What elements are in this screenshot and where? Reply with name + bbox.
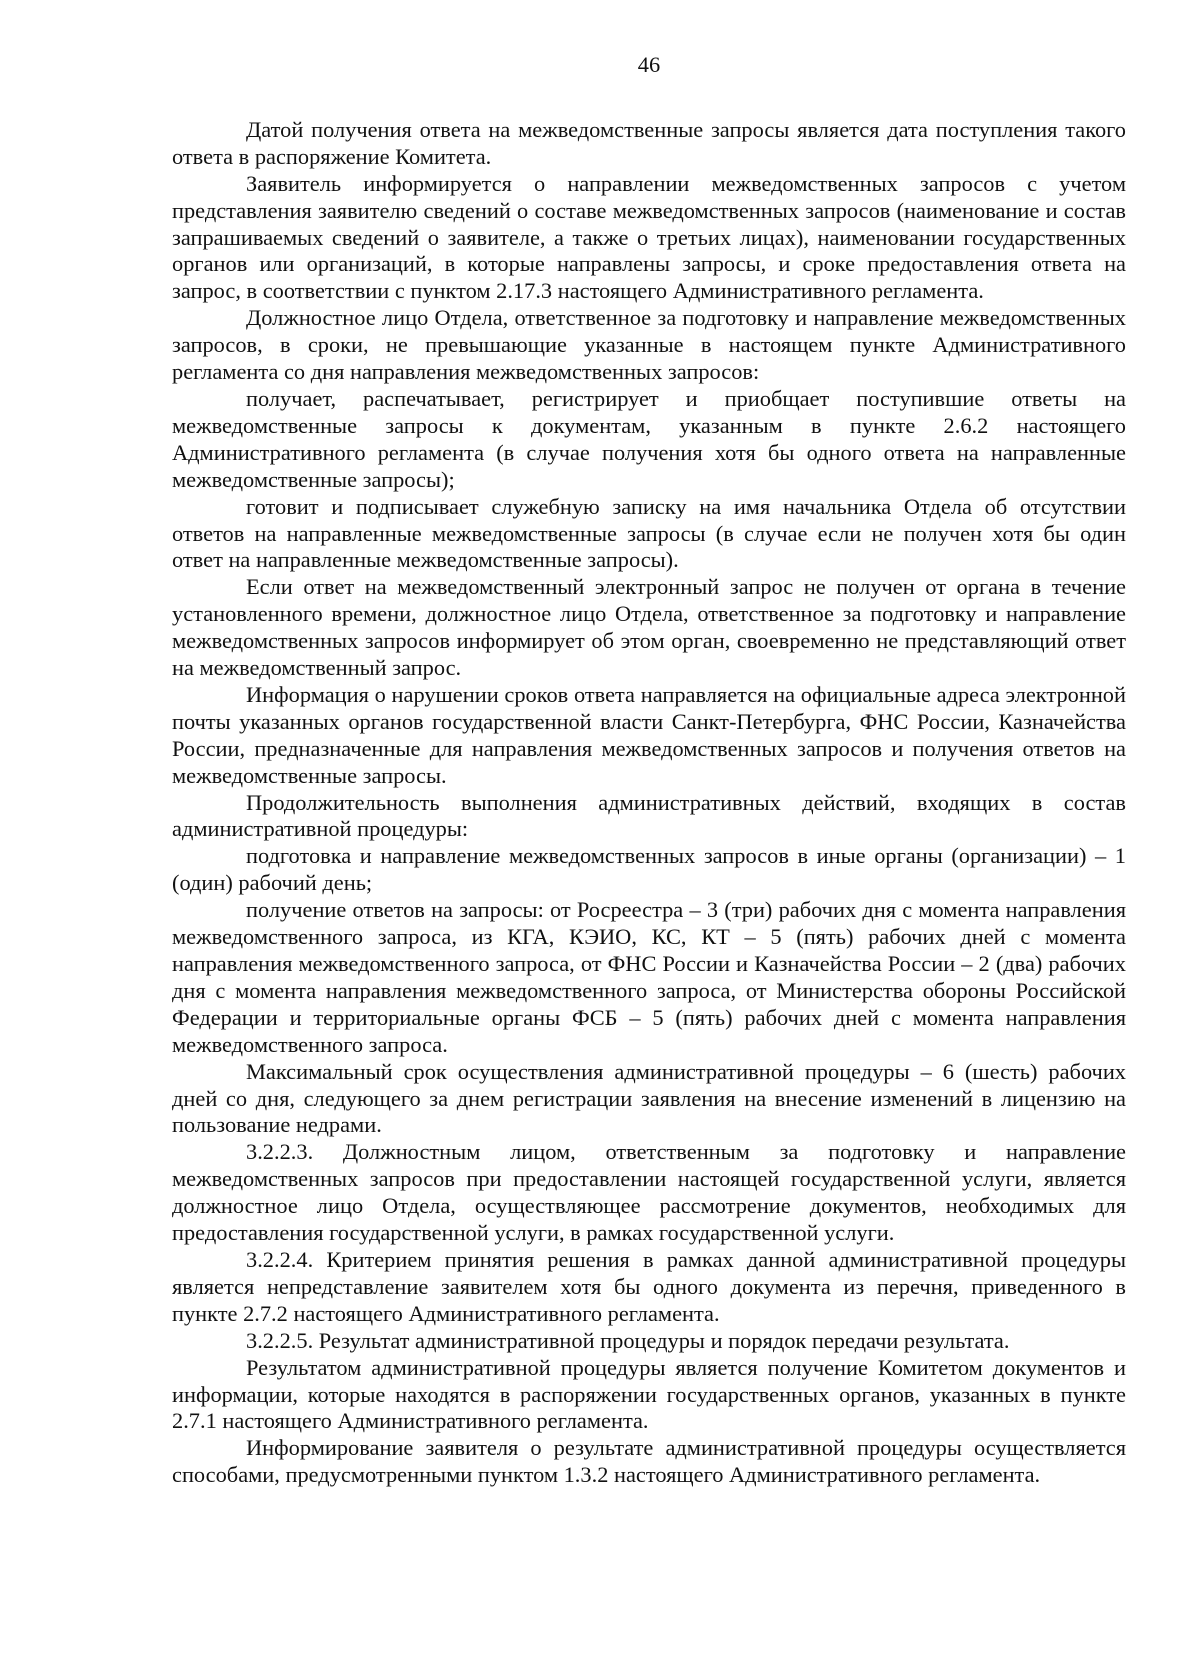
paragraph-max-term: Максимальный срок осуществления административной процедуры – 6 (шесть) рабочих дней со дня, следующего за днем регистрации заявления на внесение изменений в лицензию на пользование недрами. (172, 1058, 1126, 1138)
paragraph-procedure-result: Результатом административной процедуры является получение Комитетом документов и информации, которые находятся в распоряжении государственных органов, указанных в пункте 2.7.1 настоящего Административного регламента. (172, 1354, 1126, 1434)
paragraph-3-2-2-4: 3.2.2.4. Критерием принятия решения в рамках данной административной процедуры является непредставление заявителем хотя бы одного документа из перечня, приведенного в пункте 2.7.2 настоящего Административного регламента. (172, 1246, 1126, 1326)
paragraph-official-duties: Должностное лицо Отдела, ответственное за подготовку и направление межведомственных запросов, в сроки, не превышающие указанные в настоящем пункте Административного регламента со дня направления межведомственных запросов: (172, 305, 1126, 385)
paragraph-3-2-2-3: 3.2.2.3. Должностным лицом, ответственным за подготовку и направление межведомственных запросов при предоставлении настоящей государственной услуги, является должностное лицо Отдела, осуществляющее рассмотрение документов, необходимых для предоставления государственной услуги, в рамках государственной услуги. (172, 1139, 1126, 1246)
paragraph-response-date: Датой получения ответа на межведомственные запросы является дата поступления такого ответа в распоряжение Комитета. (172, 116, 1126, 169)
page-number: 46 (637, 52, 661, 77)
paragraph-3-2-2-5: 3.2.2.5. Результат административной процедуры и порядок передачи результата. (246, 1327, 1010, 1353)
paragraph-duration-responses: получение ответов на запросы: от Росреестра – 3 (три) рабочих дня с момента направления межведомственного запроса, из КГА, КЭИО, КС, КТ – 5 (пять) рабочих дней с момента направления межведомственного запроса, от ФНС России и Казначейства России – 2 (два) рабочих дня с момента направления межведомственного запроса, от Министерства обороны Российской Федерации и территориальные органы ФСБ – 5 (пять) рабочих дней с момента направления межведомственного запроса. (172, 897, 1126, 1057)
paragraph-duration-header: Продолжительность выполнения административных действий, входящих в состав административной процедуры: (172, 789, 1126, 842)
document-page (172, 52, 1126, 1489)
paragraph-informing-applicant: Информирование заявителя о результате административной процедуры осуществляется способами, предусмотренными пунктом 1.3.2 настоящего Административного регламента. (172, 1435, 1126, 1488)
paragraph-receives-responses: получает, распечатывает, регистрирует и приобщает поступившие ответы на межведомственные запросы к документам, указанным в пункте 2.6.2 настоящего Административного регламента (в случае получения хотя бы одного ответа на направленные межведомственные запросы); (172, 385, 1126, 492)
paragraph-prepares-memo: готовит и подписывает служебную записку на имя начальника Отдела об отсутствии ответов на направленные межведомственные запросы (в случае если не получен хотя бы один ответ на направленные межведомственные запросы). (172, 493, 1126, 573)
paragraph-duration-preparation: подготовка и направление межведомственных запросов в иные органы (организации) – 1 (один) рабочий день; (172, 843, 1126, 896)
paragraph-applicant-informed: Заявитель информируется о направлении межведомственных запросов с учетом представления заявителю сведений о составе межведомственных запросов (наименование и состав запрашиваемых сведений о заявителе, а также о третьих лицах), наименовании государственных органов или организаций, в которые направлены запросы, и сроке предоставления ответа на запрос, в соответствии с пунктом 2.17.3 настоящего Административного регламента. (172, 170, 1126, 304)
paragraph-violation-info: Информация о нарушении сроков ответа направляется на официальные адреса электронной почты указанных органов государственной власти Санкт-Петербурга, ФНС России, Казначейства России, предназначенные для направления межведомственных запросов и получения ответов на межведомственные запросы. (172, 681, 1126, 788)
paragraph-no-response: Если ответ на межведомственный электронный запрос не получен от органа в течение установленного времени, должностное лицо Отдела, ответственное за подготовку и направление межведомственных запросов информирует об этом орган, своевременно не представляющий ответ на межведомственный запрос. (172, 574, 1126, 681)
